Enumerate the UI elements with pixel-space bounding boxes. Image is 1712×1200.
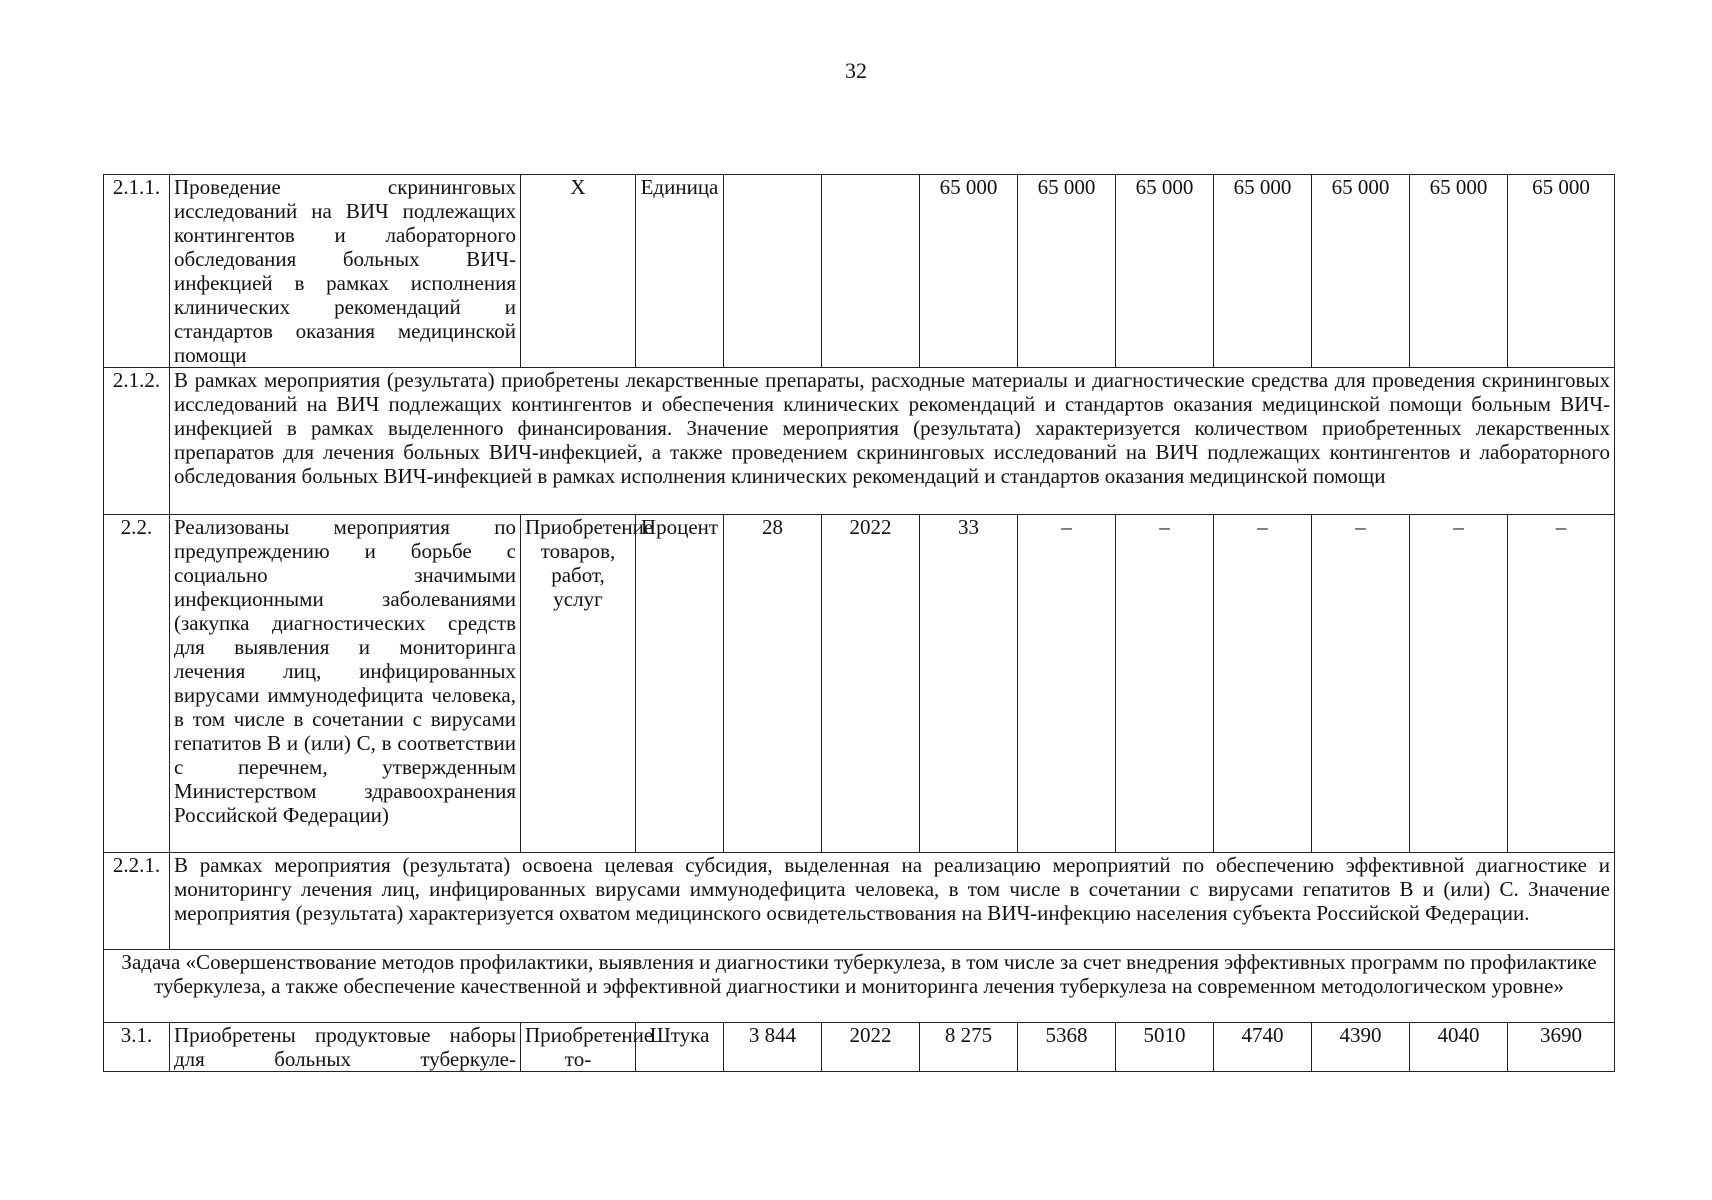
measure-description: В рамках мероприятия (результата) приобретены лекарственные препараты, расходные материалы и диагностические средства для проведения скрининговых исследований на ВИЧ подлежащих контингентов и обеспечения клинических рекомендаций и стандартов оказания медицинской помощи больным ВИЧ-инфекцией в рамках выделенного финансирования. Значение мероприятия (результата) характеризуется количеством приобретенных лекарственных препаратов для лечения больных ВИЧ-инфекцией, а также проведением скрининговых исследований на ВИЧ подлежащих контингентов и лабораторного обследования больных ВИЧ-инфекцией в рамках исполнения клинических рекомендаций и стандартов оказания медицинской помощи — [170, 368, 1615, 515]
measure-name: Реализованы мероприятия по предупреждению и борьбе с социально значимыми инфекционными заболеваниями (закупка диагностических средств для выявления и мониторинга лечения лиц, инфицированных вирусами иммунодефицита человека, в том числе в сочетании с вирусами гепатитов В и (или) С, в соответствии с перечнем, утвержденным Министерством здравоохранения Российской Федерации) — [170, 515, 521, 853]
year-value: – — [1018, 515, 1116, 853]
table-row — [104, 853, 1615, 950]
year-value: – — [1116, 515, 1214, 853]
unit-of-measure: Единица — [636, 175, 724, 368]
table-row — [104, 368, 1615, 515]
year-value: 5010 — [1116, 1023, 1214, 1072]
unit-of-measure: Процент — [636, 515, 724, 853]
measure-name: Проведение скрининговых исследований на ВИЧ подлежащих контингентов и лабораторного обследования больных ВИЧ-инфекцией в рамках исполнения клинических рекомендаций и стандартов оказания медицинской помощи — [170, 175, 521, 368]
year-value: 65 000 — [1214, 175, 1312, 368]
measure-name: Приобретены продуктовые наборы для больных туберкуле- — [170, 1023, 521, 1072]
year-value: – — [1214, 515, 1312, 853]
base-value: 28 — [724, 515, 822, 853]
measure-type: X — [521, 175, 636, 368]
year-value: – — [1410, 515, 1508, 853]
year-value: 65 000 — [1116, 175, 1214, 368]
table-row — [104, 515, 1615, 853]
unit-of-measure: Штука — [636, 1023, 724, 1072]
base-year — [822, 175, 920, 368]
year-value: 5368 — [1018, 1023, 1116, 1072]
year-value: 8 275 — [920, 1023, 1018, 1072]
page-number: 32 — [845, 58, 867, 83]
base-value — [724, 175, 822, 368]
year-value: 65 000 — [1410, 175, 1508, 368]
task-row — [104, 950, 1615, 1023]
base-value: 3 844 — [724, 1023, 822, 1072]
year-value: 65 000 — [1312, 175, 1410, 368]
year-value: 3690 — [1508, 1023, 1615, 1072]
measure-type: Приобретение то- — [521, 1023, 636, 1072]
year-value: 65 000 — [1018, 175, 1116, 368]
table-row — [104, 1023, 1615, 1072]
base-year: 2022 — [822, 515, 920, 853]
year-value: 4040 — [1410, 1023, 1508, 1072]
table-row — [104, 175, 1615, 368]
year-value: – — [1508, 515, 1615, 853]
task-heading: Задача «Совершенствование методов профилактики, выявления и диагностики туберкулеза, в том числе за счет внедрения эффективных программ по профилактике туберкулеза, а также обеспечение качественной и эффективной диагностики и мониторинга лечения туберкулеза на современном методологическом уровне» — [104, 950, 1615, 1023]
year-value: – — [1312, 515, 1410, 853]
row-number: 2.2.1. — [104, 853, 170, 950]
year-value: 33 — [920, 515, 1018, 853]
row-number: 2.2. — [104, 515, 170, 853]
row-number: 3.1. — [104, 1023, 170, 1072]
measures-table — [103, 174, 1615, 1072]
year-value: 4740 — [1214, 1023, 1312, 1072]
year-value: 65 000 — [920, 175, 1018, 368]
base-year: 2022 — [822, 1023, 920, 1072]
measure-description: В рамках мероприятия (результата) освоена целевая субсидия, выделенная на реализацию мероприятий по обеспечению эффективной диагностике и мониторингу лечения лиц, инфицированных вирусами иммунодефицита человека, в том числе в сочетании с вирусами гепатитов В и (или) С. Значение мероприятия (результата) характеризуется охватом медицинского освидетельствования на ВИЧ-инфекцию населения субъекта Российской Федерации. — [170, 853, 1615, 950]
year-value: 4390 — [1312, 1023, 1410, 1072]
measure-type: Приобретение товаров, работ, услуг — [521, 515, 636, 853]
row-number: 2.1.1. — [104, 175, 170, 368]
row-number: 2.1.2. — [104, 368, 170, 515]
year-value: 65 000 — [1508, 175, 1615, 368]
